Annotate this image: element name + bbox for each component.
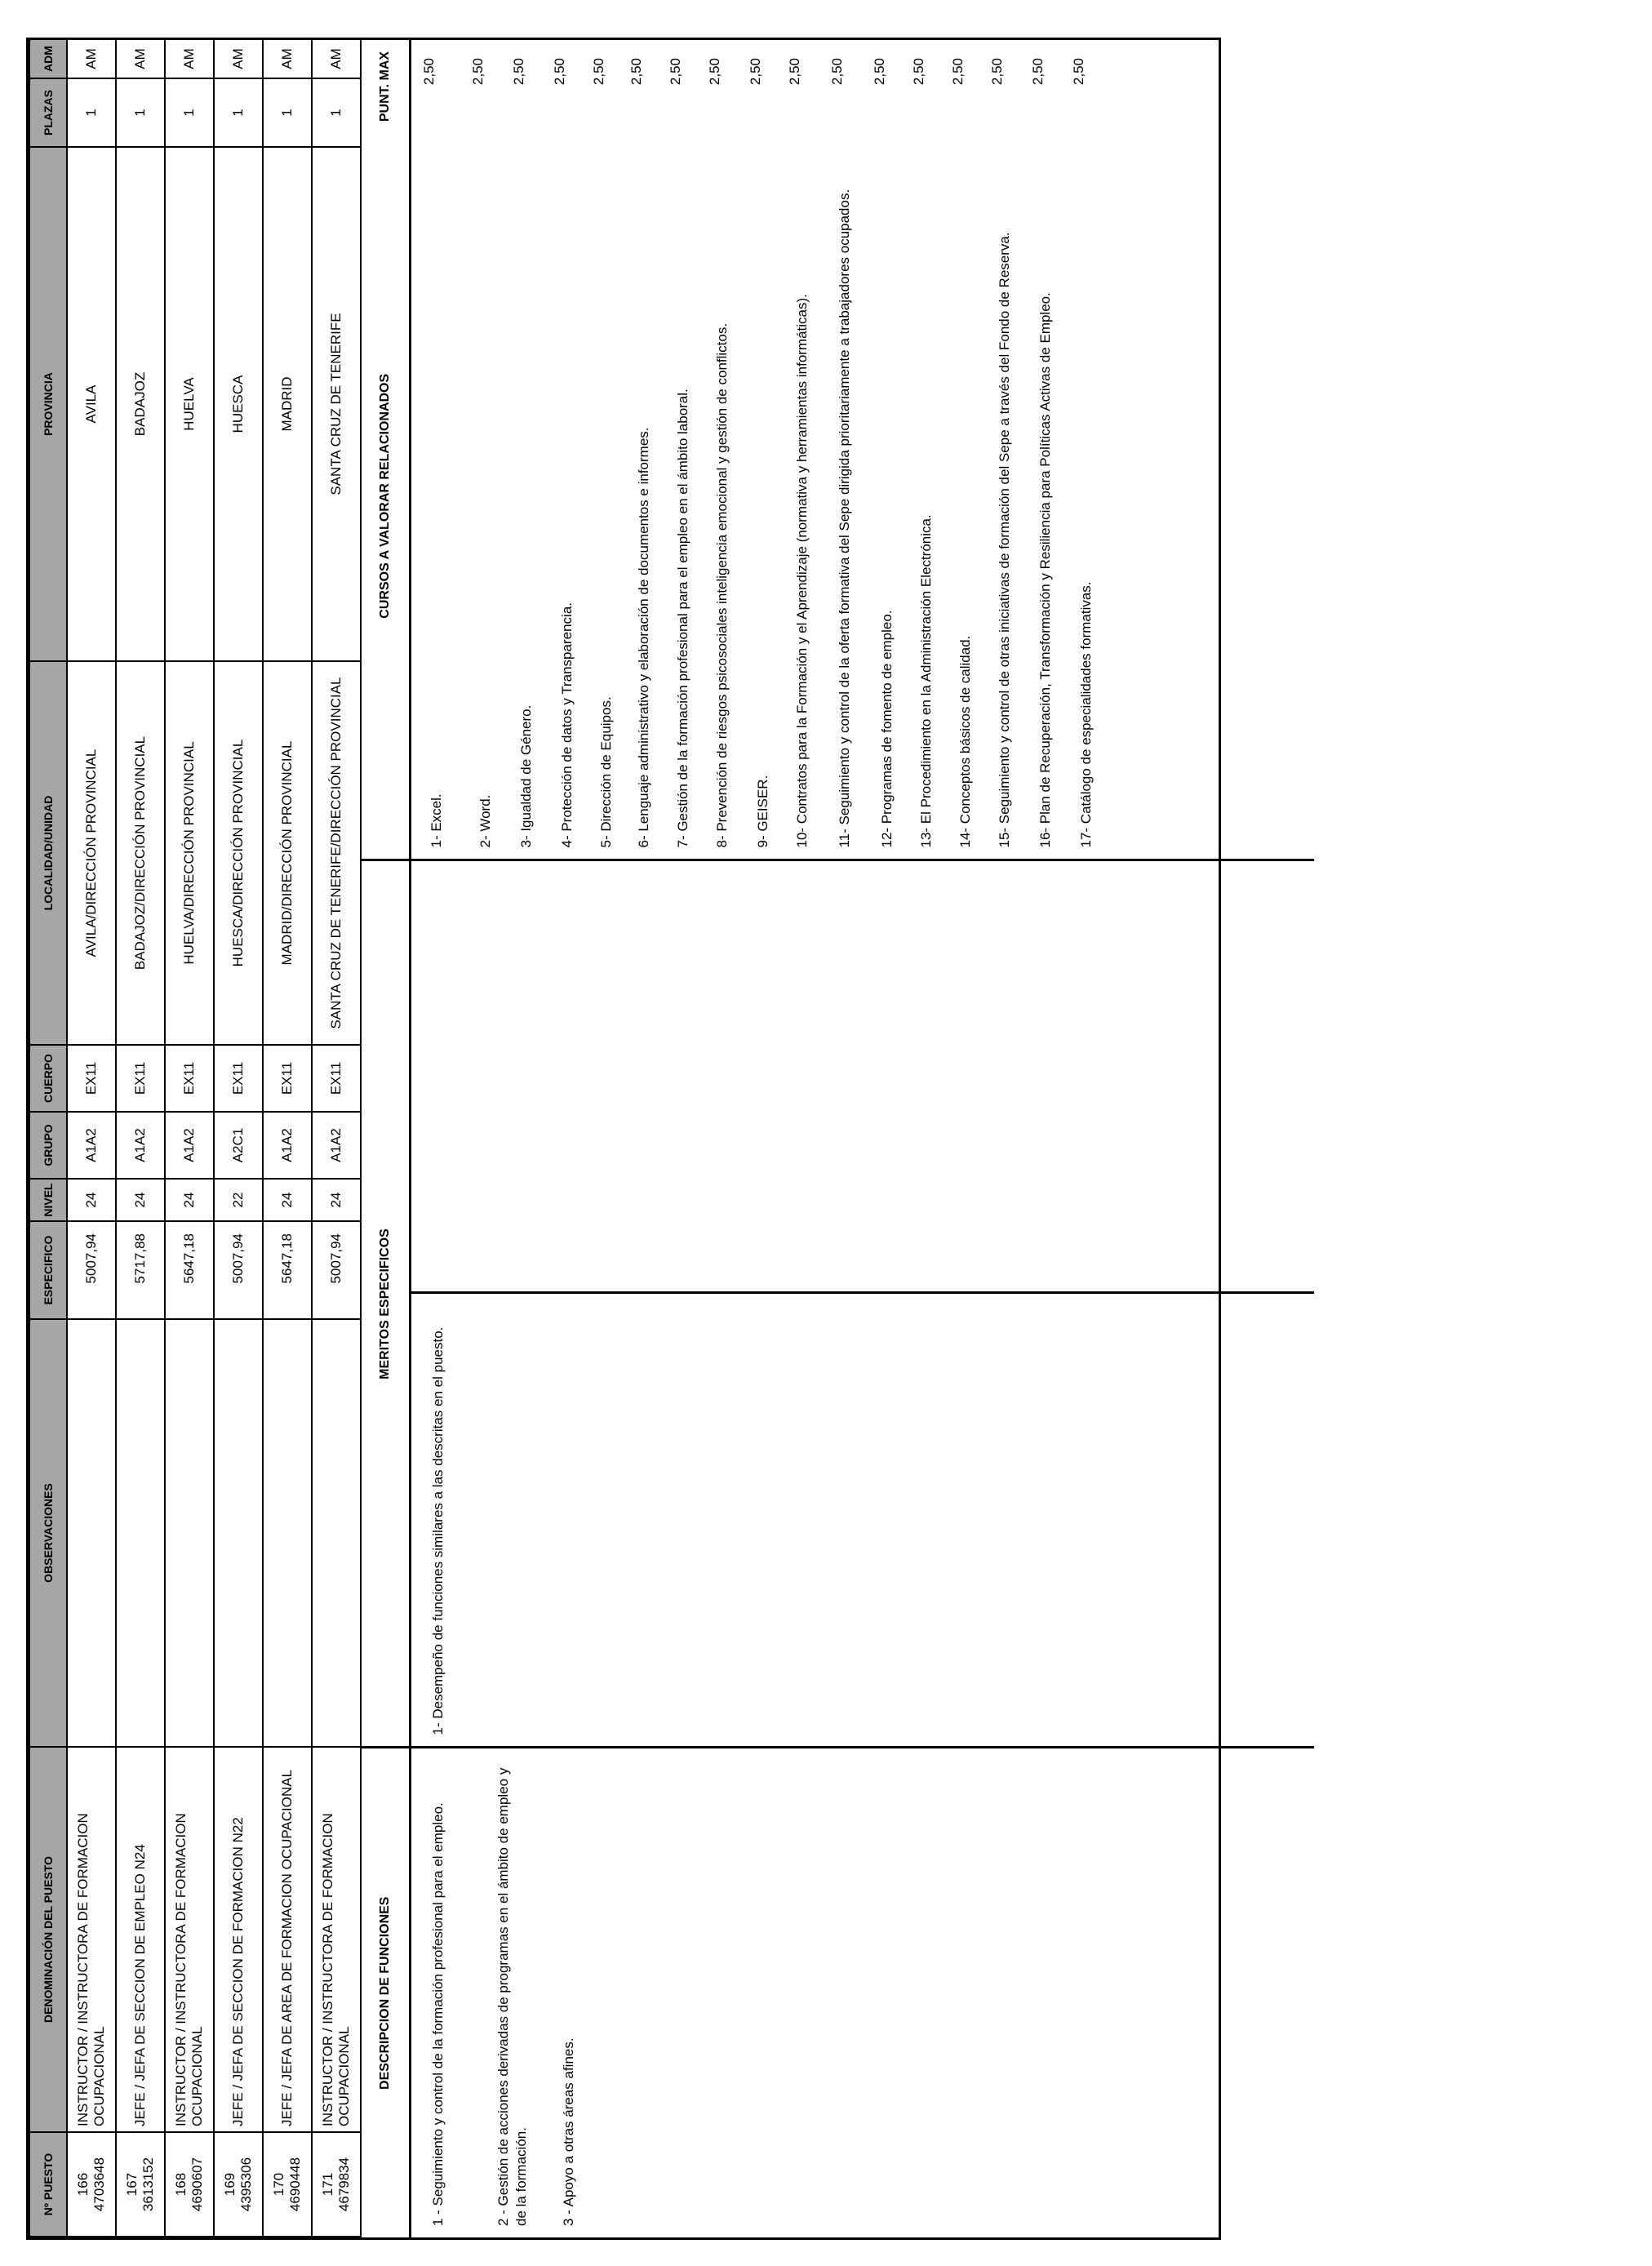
meritos-column	[362, 860, 1314, 1748]
curso-item: 5- Dirección de Equipos.	[598, 696, 614, 848]
cell-observaciones	[214, 1319, 263, 1747]
header-plazas: PLAZAS	[29, 78, 67, 147]
cell-plazas: 1	[67, 78, 116, 147]
curso-points: 2,50	[470, 58, 486, 86]
curso-points: 2,50	[511, 58, 526, 86]
funciones-list	[411, 1749, 1314, 2238]
merito-item: 1- Desempeño de funciones similares a las descritas en el puesto.	[430, 1326, 446, 1735]
curso-points: 2,50	[748, 58, 763, 86]
cell-especifico: 5647,18	[263, 1221, 312, 1319]
cell-adm: AM	[165, 39, 214, 78]
funciones-column	[362, 1748, 1314, 2237]
meritos-spacer	[411, 862, 1314, 1292]
puesto-code: 4690448	[287, 2157, 303, 2212]
puesto-code: 4703648	[91, 2157, 107, 2212]
cell-provincia: SANTA CRUZ DE TENERIFE	[312, 147, 361, 661]
cell-cuerpo: EX11	[67, 1045, 116, 1112]
table-row	[312, 39, 361, 2237]
cell-plazas: 1	[116, 78, 165, 147]
cell-plazas: 1	[263, 78, 312, 147]
curso-points: 2,50	[950, 58, 966, 86]
cell-nivel: 24	[165, 1179, 214, 1221]
curso-item: 3- Igualdad de Género.	[518, 704, 534, 848]
table-body	[67, 39, 361, 2237]
curso-item: 12- Programas de fomento de empleo.	[879, 610, 895, 848]
cell-nivel: 24	[263, 1179, 312, 1221]
curso-item: 9- GEISER.	[755, 775, 770, 848]
puesto-code: 3613152	[140, 2157, 156, 2212]
puesto-number: 170	[271, 2172, 286, 2197]
header-adm: ADM	[29, 39, 67, 78]
curso-item: 10- Contratos para la Formación y el Aprendizaje (normativa y herramientas informáticas).	[794, 294, 810, 848]
cell-adm: AM	[116, 39, 165, 78]
cell-denominacion: JEFE / JEFA DE SECCION DE FORMACION N22	[214, 1747, 263, 2132]
cell-grupo: A1A2	[165, 1112, 214, 1179]
cell-puesto	[312, 2132, 361, 2237]
curso-item: 15- Seguimiento y control de otras iniciativas de formación del Sepe a través del Fondo de Reserva.	[997, 232, 1012, 848]
cell-localidad: BADAJOZ/DIRECCIÓN PROVINCIAL	[116, 661, 165, 1045]
header-especifico: ESPECIFICO	[29, 1221, 67, 1319]
cell-observaciones	[67, 1319, 116, 1747]
funcion-item: 1 - Seguimiento y control de la formación profesional para el empleo.	[430, 1802, 446, 2226]
cell-nivel: 24	[116, 1179, 165, 1221]
cell-grupo: A2C1	[214, 1112, 263, 1179]
cell-puesto	[116, 2132, 165, 2237]
cell-localidad: HUELVA/DIRECCIÓN PROVINCIAL	[165, 661, 214, 1045]
cell-provincia: HUESCA	[214, 147, 263, 661]
details-section	[362, 40, 1314, 2237]
cell-localidad: HUESCA/DIRECCIÓN PROVINCIAL	[214, 661, 263, 1045]
cell-puesto	[165, 2132, 214, 2237]
cell-nivel: 24	[312, 1179, 361, 1221]
cell-denominacion: INSTRUCTOR / INSTRUCTORA DE FORMACION OCUPACIONAL	[312, 1747, 361, 2132]
cell-cuerpo: EX11	[214, 1045, 263, 1112]
cell-provincia: BADAJOZ	[116, 147, 165, 661]
curso-item: 8- Prevención de riesgos psicosociales inteligencia emocional y gestión de conflictos.	[714, 322, 730, 848]
cell-denominacion: JEFE / JEFA DE AREA DE FORMACION OCUPACIONAL	[263, 1747, 312, 2132]
header-grupo: GRUPO	[29, 1112, 67, 1179]
funcion-item: 2 - Gestión de acciones derivadas de programas en el ámbito de empleo y de la formación.	[495, 1767, 529, 2226]
curso-item: 2- Word.	[477, 794, 493, 848]
cell-especifico: 5647,18	[165, 1221, 214, 1319]
header-puesto: Nº PUESTO	[29, 2132, 67, 2237]
curso-points: 2,50	[421, 58, 437, 86]
cell-localidad: AVILA/DIRECCIÓN PROVINCIAL	[67, 661, 116, 1045]
curso-item: 14- Conceptos básicos de calidad.	[957, 635, 973, 848]
puesto-code: 4679834	[336, 2157, 352, 2212]
curso-points: 2,50	[829, 58, 845, 86]
table-row	[263, 39, 312, 2237]
puesto-number: 166	[75, 2172, 91, 2197]
document-frame	[26, 38, 1221, 2240]
cell-observaciones	[165, 1319, 214, 1747]
curso-points: 2,50	[552, 58, 567, 86]
cell-nivel: 24	[67, 1179, 116, 1221]
cell-grupo: A1A2	[67, 1112, 116, 1179]
cell-plazas: 1	[165, 78, 214, 147]
cell-observaciones	[312, 1319, 361, 1747]
cell-denominacion: INSTRUCTOR / INSTRUCTORA DE FORMACION OCUPACIONAL	[165, 1747, 214, 2132]
curso-item: 1- Excel.	[429, 793, 444, 848]
curso-points: 2,50	[911, 58, 926, 86]
puesto-number: 171	[320, 2172, 335, 2197]
cell-plazas: 1	[214, 78, 263, 147]
curso-points: 2,50	[628, 58, 644, 86]
cell-especifico: 5007,94	[312, 1221, 361, 1319]
curso-points: 2,50	[872, 58, 887, 86]
cell-provincia: MADRID	[263, 147, 312, 661]
puestos-table	[29, 38, 362, 2237]
curso-points: 2,50	[787, 58, 802, 86]
cell-grupo: A1A2	[312, 1112, 361, 1179]
meritos-list	[411, 1292, 1314, 1747]
cell-adm: AM	[214, 39, 263, 78]
puntmax-heading: PUNT. MAX	[378, 51, 392, 122]
cell-denominacion: INSTRUCTOR / INSTRUCTORA DE FORMACION OCUPACIONAL	[67, 1747, 116, 2132]
cell-denominacion: JEFE / JEFA DE SECCION DE EMPLEO N24	[116, 1747, 165, 2132]
cell-especifico: 5007,94	[67, 1221, 116, 1319]
puesto-code: 4395306	[238, 2157, 254, 2212]
cell-provincia: AVILA	[67, 147, 116, 661]
puesto-number: 168	[173, 2172, 189, 2197]
cursos-list	[411, 40, 1314, 860]
cell-cuerpo: EX11	[312, 1045, 361, 1112]
cell-plazas: 1	[312, 78, 361, 147]
cell-cuerpo: EX11	[263, 1045, 312, 1112]
curso-points: 2,50	[1071, 58, 1086, 86]
cursos-heading: CURSOS A VALORAR RELACIONADOS	[378, 373, 392, 619]
funcion-item: 3 - Apoyo a otras áreas afines.	[561, 2037, 576, 2226]
header-cuerpo: CUERPO	[29, 1045, 67, 1112]
table-row	[165, 39, 214, 2237]
cell-observaciones	[263, 1319, 312, 1747]
header-localidad: LOCALIDAD/UNIDAD	[29, 661, 67, 1045]
header-provincia: PROVINCIA	[29, 147, 67, 661]
header-nivel: NIVEL	[29, 1179, 67, 1221]
curso-points: 2,50	[1030, 58, 1046, 86]
cell-puesto	[263, 2132, 312, 2237]
header-observaciones: OBSERVACIONES	[29, 1319, 67, 1747]
puesto-code: 4690607	[189, 2157, 205, 2212]
table-row	[67, 39, 116, 2237]
header-denominacion: DENOMINACIÓN DEL PUESTO	[29, 1747, 67, 2132]
meritos-heading: MERITOS ESPECIFICOS	[362, 862, 411, 1747]
cell-localidad: MADRID/DIRECCIÓN PROVINCIAL	[263, 661, 312, 1045]
cell-puesto	[67, 2132, 116, 2237]
curso-item: 16- Plan de Recuperación, Transformación y Resiliencia para Políticas Activas de Empleo.	[1037, 292, 1053, 848]
cell-adm: AM	[312, 39, 361, 78]
table-row	[214, 39, 263, 2237]
funciones-heading: DESCRIPCION DE FUNCIONES	[362, 1749, 411, 2238]
curso-points: 2,50	[989, 58, 1005, 86]
cell-observaciones	[116, 1319, 165, 1747]
cell-adm: AM	[263, 39, 312, 78]
cell-grupo: A1A2	[263, 1112, 312, 1179]
curso-item: 7- Gestión de la formación profesional para el empleo en el ámbito laboral.	[675, 389, 691, 848]
puesto-number: 169	[222, 2172, 238, 2197]
curso-points: 2,50	[668, 58, 683, 86]
cursos-column	[362, 40, 1314, 860]
curso-item: 17- Catálogo de especialidades formativas.	[1078, 581, 1094, 848]
cell-especifico: 5717,88	[116, 1221, 165, 1319]
cell-localidad: SANTA CRUZ DE TENERIFE/DIRECCIÓN PROVINCIAL	[312, 661, 361, 1045]
curso-item: 4- Protección de datos y Transparencia.	[559, 602, 575, 848]
cell-puesto	[214, 2132, 263, 2237]
curso-points: 2,50	[707, 58, 722, 86]
cell-grupo: A1A2	[116, 1112, 165, 1179]
curso-item: 11- Seguimiento y control de la oferta formativa del Sepe dirigida prioritariamente a trabajadores ocupados.	[837, 189, 852, 848]
curso-item: 6- Lenguaje administrativo y elaboración de documentos e informes.	[636, 427, 651, 848]
cell-adm: AM	[67, 39, 116, 78]
puesto-number: 167	[124, 2172, 140, 2197]
cell-cuerpo: EX11	[116, 1045, 165, 1112]
curso-item: 13- El Procedimiento en la Administración Electrónica.	[918, 514, 934, 848]
cell-especifico: 5007,94	[214, 1221, 263, 1319]
cell-provincia: HUELVA	[165, 147, 214, 661]
cell-nivel: 22	[214, 1179, 263, 1221]
curso-points: 2,50	[591, 58, 606, 86]
table-row	[116, 39, 165, 2237]
cell-cuerpo: EX11	[165, 1045, 214, 1112]
table-header-row	[29, 39, 67, 2237]
